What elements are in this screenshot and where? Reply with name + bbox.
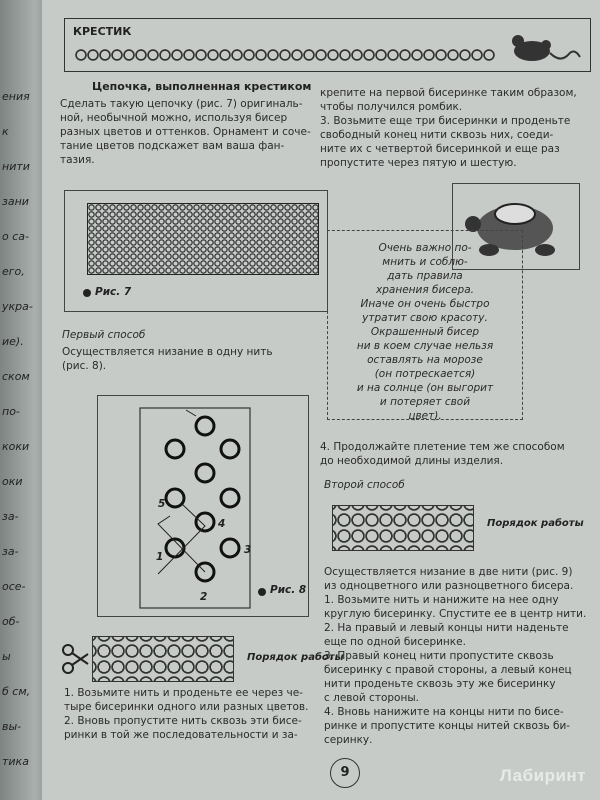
mouse-icon	[498, 27, 582, 67]
page-number: 9	[330, 758, 360, 788]
step4-text: 4. Продолжайте плетение тем же способом до необходимой длины изделия.	[320, 441, 565, 467]
bead-grid-pattern	[87, 203, 319, 275]
intro-paragraph: Сделать такую цепочку (рис. 7) оригиналь- ной, необычной можно, используя бисер разных цветов и оттенков. Орнамент и соче- тание цветов подскажет вам ваша фан- тазия.	[60, 98, 311, 166]
previous-page-fragment: нити	[2, 160, 30, 173]
bullet-dot	[258, 588, 266, 596]
previous-page-fragment: об-	[2, 615, 20, 628]
previous-page-fragment: ы	[2, 650, 11, 663]
previous-page-fragment: зани	[2, 195, 29, 208]
previous-page-fragment: ие).	[2, 335, 24, 348]
method2-text: Осуществляется низание в две нити (рис. 9) из одноцветного или разноцветного бисера. 1. Возьмите нить и нанижите на нее одну круглую бисеринку. Спустите ее в центр нити. 2. На правый и левый концы нити наденьте еще по одной бисеринке. 3. Правый конец нити пропустите сквозь бисеринку с правой стороны, а левый конец нити проденьте сквозь эту же бисеринку с левой стороны. 4. Вновь нанижите на концы нити по бисе- ринке и пропустите концы нитей сквозь би- серинку.	[324, 566, 587, 746]
method2-title: Второй способ	[324, 479, 405, 491]
figure-order-strip-left	[92, 636, 234, 682]
figure-8	[97, 395, 309, 617]
fig8-number-3: 3	[244, 544, 252, 556]
bead-chain-ornament	[75, 47, 495, 63]
figure-8-caption: Рис. 8	[270, 584, 307, 596]
previous-page-fragment: осе-	[2, 580, 26, 593]
fig8-number-4: 4	[218, 518, 226, 530]
previous-page-fragment: оки	[2, 475, 23, 488]
figure-7	[64, 190, 328, 312]
figure-7-caption: Рис. 7	[95, 286, 132, 298]
method1-title: Первый способ	[62, 329, 146, 341]
continued-text: крепите на первой бисеринке таким образом, чтобы получился ромбик. 3. Возьмите еще три бисеринки и проденьте свободный конец нити сквозь них, соеди- ните их с четвертой бисеринкой и еще раз пропустите через пятую и шестую.	[320, 87, 577, 169]
fig8-number-5: 5	[158, 498, 166, 510]
chain-heading: Цепочка, выполненная крестиком	[92, 80, 312, 93]
section-header	[64, 18, 591, 72]
bead-storage-note: Очень важно по- мнить и соблю- дать правила хранения бисера. Иначе он очень быстро утратит свою красоту. Окрашенный бисер ни в коем случае нельзя оставлять на морозе (он потрескается) и на солнце (он выгорит и потеряет свой цвет).	[327, 230, 523, 420]
section-title: КРЕСТИК	[73, 25, 132, 38]
fig8-number-2: 2	[200, 591, 208, 603]
previous-page-fragment: по-	[2, 405, 20, 418]
order-label-left: Порядок работы	[247, 652, 344, 663]
previous-page-fragment: ском	[2, 370, 30, 383]
previous-page-fragment: за-	[2, 545, 19, 558]
previous-page-fragment: тика	[2, 755, 29, 768]
previous-page-fragment: б см,	[2, 685, 31, 698]
previous-page-fragment: за-	[2, 510, 19, 523]
fig8-number-1: 1	[156, 551, 164, 563]
bullet-dot	[83, 289, 91, 297]
previous-page-fragment: укра-	[2, 300, 33, 313]
method1-text: Осуществляется низание в одну нить (рис. 8).	[62, 346, 273, 372]
watermark-logo: Лабиринт	[499, 766, 586, 785]
previous-page-fragment: вы-	[2, 720, 22, 733]
book-page	[42, 0, 600, 800]
previous-page-fragment: о са-	[2, 230, 29, 243]
steps-text: 1. Возьмите нить и проденьте ее через че- тыре бисеринки одного или разных цветов. 2. Вновь пропустите нить сквозь эти бисе- ринки в той же последовательности и за-	[64, 687, 309, 741]
previous-page-fragment: его,	[2, 265, 25, 278]
previous-page-fragment: к	[2, 125, 9, 138]
previous-page-fragment: ения	[2, 90, 30, 103]
previous-page-fragment: коки	[2, 440, 30, 453]
scissors-icon	[60, 640, 90, 680]
diamond-chain-diagram	[98, 396, 308, 616]
figure-order-strip-right	[332, 505, 474, 551]
order-label-right: Порядок работы	[487, 518, 584, 529]
